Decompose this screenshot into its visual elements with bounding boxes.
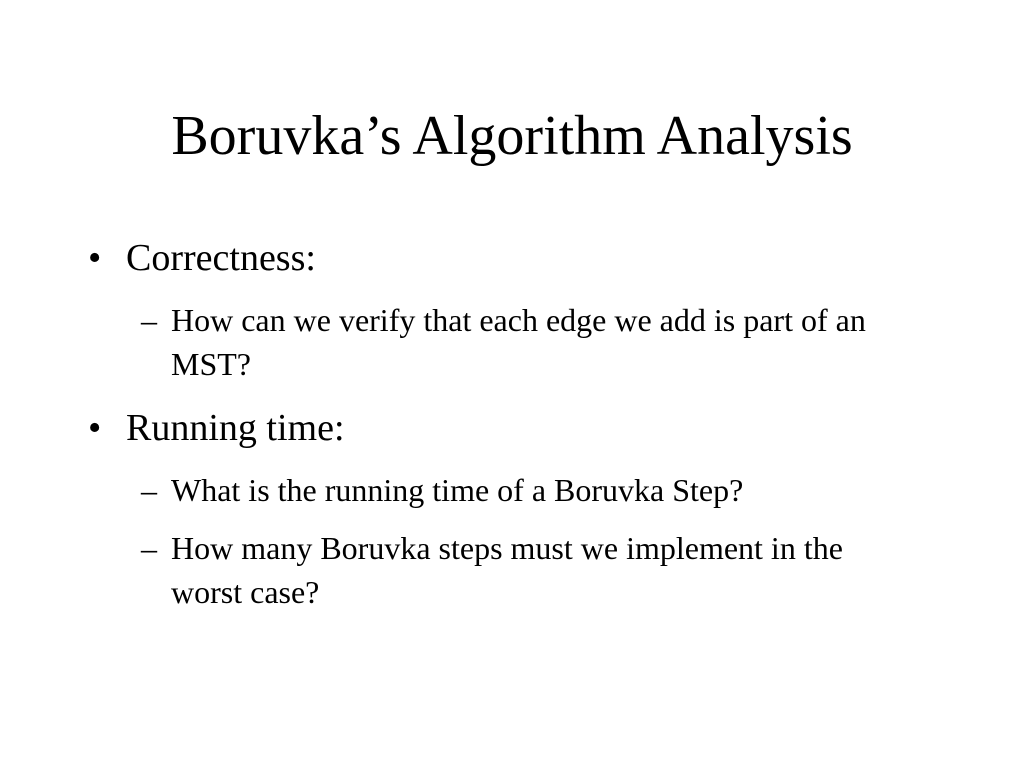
slide-title: Boruvka’s Algorithm Analysis [171,105,853,167]
bullet-marker: • [88,407,102,449]
bullet-heading: Running time: [126,407,345,449]
bullet-marker: • [88,237,102,279]
sub-bullet-text: How can we verify that each edge we add is part of an MST? [171,302,866,382]
bullet-heading: Correctness: [126,237,316,279]
sub-bullet-text: What is the running time of a Boruvka Step? [171,472,744,508]
sub-bullet-text: How many Boruvka steps must we implement in the worst case? [171,530,843,610]
sub-bullet-marker: – [141,530,157,566]
sub-bullet-marker: – [141,472,157,508]
sub-bullet-marker: – [141,302,157,338]
